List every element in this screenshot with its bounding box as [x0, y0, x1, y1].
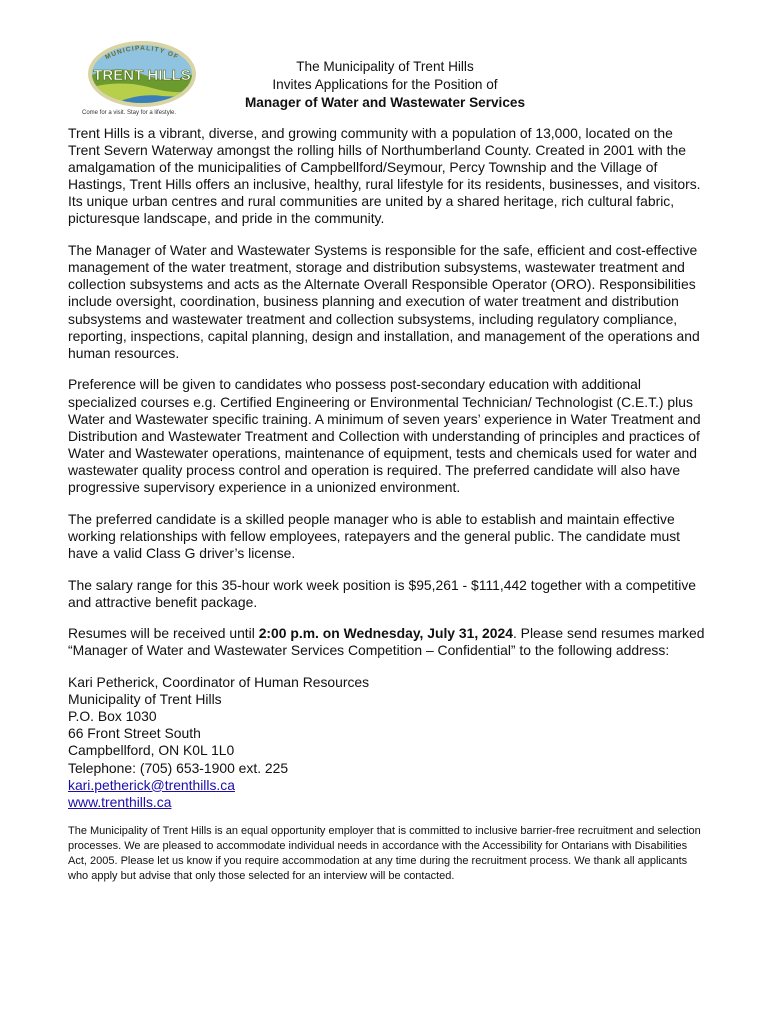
website-link[interactable]: www.trenthills.ca — [68, 793, 172, 810]
contact-phone: Telephone: (705) 653-1900 ext. 225 — [68, 759, 289, 776]
contact-email-link[interactable]: kari.petherick@trenthills.ca — [68, 776, 235, 793]
paragraph-role: The Manager of Water and Wastewater Systems is responsible for the safe, efficient and cost-effective management of the water treatment, storage and distribution subsystems, wastewater treatment and collection subsystems and acts as the Alternate Overall Responsible Operator (ORO). Responsibilities include oversight, coordination, business planning and execution of water treatment and distribution subsystems and wastewater treatment and collection subsystems, including regulatory compliance, reporting, inspections, capital planning, design and installation, and management of the operations and human resources. — [68, 242, 700, 361]
logo-top-text: MUNICIPALITY OF — [104, 44, 180, 62]
contact-name: Kari Petherick, Coordinator of Human Resources — [68, 674, 370, 691]
paragraph-skills: The preferred candidate is a skilled people manager who is able to establish and maintain effective working relationships with fellow employees, ratepayers and the general public. The candidate must have a valid Class G driver’s license. — [68, 510, 681, 561]
resumes-deadline: 2:00 p.m. on Wednesday, July 31, 2024 — [258, 625, 513, 642]
resumes-instructions: . Please send resumes marked “Manager of Water and Wastewater Services Competition – Confidential” to the following address: — [68, 625, 705, 659]
logo-tagline: Come for a visit. Stay for a lifestyle. — [82, 110, 177, 116]
contact-organization: Municipality of Trent Hills — [68, 691, 222, 708]
contact-city: Campbellford, ON K0L 1L0 — [68, 742, 235, 759]
contact-street: 66 Front Street South — [68, 725, 201, 742]
header-line-municipality: The Municipality of Trent Hills — [296, 59, 474, 74]
contact-po-box: P.O. Box 1030 — [68, 708, 157, 725]
logo-name: TRENT HILLS — [93, 67, 191, 84]
paragraph-preference: Preference will be given to candidates who possess post-secondary education with additional specialized courses e.g. Certified Engineering or Environmental Technician/ Technologist (C.E.T.) plus Water and Wastewater specific training. A minimum of seven years’ experience in Water Treatment and Distribution and Wastewater Treatment and Collection with understanding of principles and practices of Water and Wastewater operations, maintenance of equipment, tests and chemicals used for water and wastewater quality process control and operation is required. The preferred candidate will also have progressive supervisory experience in a unionized environment. — [68, 376, 701, 495]
paragraph-salary: The salary range for this 35-hour work week position is $95,261 - $111,442 together with a competitive and attractive benefit package. — [68, 576, 696, 610]
logo-graphic — [72, 40, 212, 120]
contact-address — [68, 674, 708, 811]
header-line-invites: Invites Applications for the Position of — [272, 77, 498, 92]
paragraph-resumes — [68, 625, 708, 659]
header-position-title: Manager of Water and Wastewater Services — [244, 95, 526, 110]
resumes-intro-text: Resumes will be received until — [68, 625, 259, 642]
document-header — [200, 58, 570, 112]
trent-hills-logo — [72, 40, 212, 120]
equal-opportunity-note: The Municipality of Trent Hills is an equal opportunity employer that is committed to inclusive barrier-free recruitment and selection processes. We are pleased to accommodate individual needs in accordance with the Accessibility for Ontarians with Disabilities Act, 2005. Please let us know if you require accommodation at any time during the recruitment process. We thank all applicants who apply but advise that only those selected for an interview will be contacted. — [68, 824, 701, 883]
paragraph-intro: Trent Hills is a vibrant, diverse, and growing community with a population of 13,000, located on the Trent Severn Waterway amongst the rolling hills of Northumberland County. Created in 2001 with the amalgamation of the municipalities of Campbellford/Seymour, Percy Township and the Village of Hastings, Trent Hills offers an inclusive, healthy, rural lifestyle for its residents, businesses, and visitors. Its unique urban centres and rural communities are united by a shared heritage, rich cultural fabric, picturesque landscape, and pride in the community. — [68, 125, 701, 227]
document-body — [68, 125, 708, 899]
